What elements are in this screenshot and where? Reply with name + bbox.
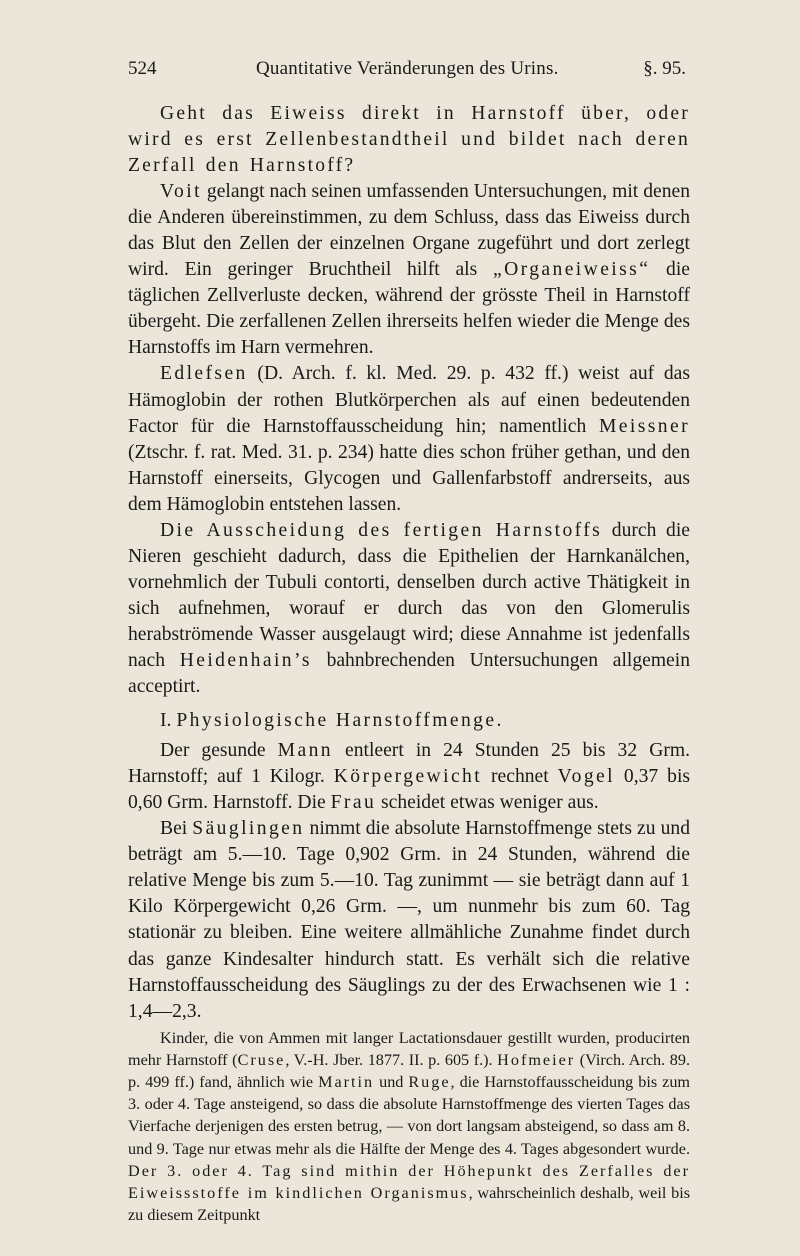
- author-name: Heidenhain’s: [179, 649, 312, 671]
- paragraph-text: (Ztschr. f. rat. Med. 31. p. 234) hatte dies schon früher gethan, und den Harnstoff einerseits, Glycogen und Gallenfarbstoff andrerseits, aus dem Hämoglobin entstehen lassen.: [128, 441, 690, 515]
- author-name: Edlefsen: [160, 363, 248, 385]
- running-title: Quantitative Veränderungen des Urins.: [256, 58, 559, 79]
- author-name: Meissner: [598, 415, 690, 437]
- paragraph-text: bahnbrechenden Untersuchungen allgemein acceptirt.: [128, 649, 690, 698]
- paragraph-text: nimmt die absolute Harnstoffmenge stets zu und beträgt am 5.—10. Tage 0,902 Grm. in 24 Stunden, während die relative Menge bis zum 5.—10. Tag zunimmt — sie beträgt dann auf 1 Kilo Körpergewicht 0,26 Grm. —, um nunmehr bis zum 60. Tag stationär zu bleiben. Eine weitere allmähliche Zunahme findet durch das ganze Kindesalter hindurch statt. Es verhält sich die relative Harnstoffausscheidung des Säuglings zu der des Erwachsenen wie 1 : 1,4—2,3.: [128, 818, 690, 1022]
- term-mann: Mann: [277, 740, 333, 762]
- page-number: 524: [128, 58, 157, 79]
- paragraph-text: (D. Arch. f. kl. Med. 29. p. 432 ff.) weist auf das Hämoglobin der rothen Blutkörperchen als auf einen bedeutenden Factor für die Harnstoffausscheidung hin; namentlich: [128, 363, 690, 437]
- paragraph-text: entleert in 24 Stunden 25 bis 32 Grm. Harnstoff; auf 1 Kilogr.: [128, 740, 691, 788]
- term-frau: Frau: [330, 792, 377, 814]
- heading-title: Physiologische Harnstoffmenge.: [176, 710, 504, 732]
- section-heading: [128, 708, 690, 734]
- paragraph-text: 0,37 bis 0,60 Grm. Harnstoff. Die: [128, 766, 691, 814]
- emphasized-conclusion: Der 3. oder 4. Tag sind mithin der Höhepunkt des Zerfalles der Eiweissstoffe im kindlichen Organismus: [128, 1161, 690, 1203]
- paragraph-text: die täglichen Zellverluste decken, während der grösste Theil in Harnstoff übergeht. Die zerfallenen Zellen ihrerseits helfen wieder die Menge des Harnstoffs im Harn vermehren.: [128, 259, 690, 359]
- author-name: Voit: [160, 181, 202, 203]
- author-name: Ruge: [408, 1073, 451, 1092]
- section-reference: §. 95.: [643, 58, 686, 79]
- paragraph-text: rechnet: [482, 766, 558, 788]
- paragraph-text: durch die Nieren geschieht dadurch, dass die Epithelien der Harnkanälchen, vornehmlich der Tubuli contorti, denselben durch active Thätigkeit in sich aufnehmen, worauf er durch das von den Glomerulis herabströmende Wasser ausgelaugt wird; diese Annahme ist jedenfalls nach: [128, 519, 690, 671]
- term-saeuglingen: Säuglingen: [192, 818, 305, 840]
- paragraph-text: und: [374, 1073, 409, 1092]
- heading-numeral: I.: [160, 710, 172, 732]
- paragraph-text: Kinder, die von Ammen mit langer Lactationsdauer gestillt wurden, producirten mehr Harnstoff (: [128, 1028, 690, 1069]
- paragraph-mann: [128, 738, 690, 816]
- question-paragraph: Geht das Eiweiss direkt in Harnstoff über, oder wird es erst Zellenbestandtheil und bildet nach deren Zerfall den Harnstoff?: [128, 103, 690, 177]
- paragraph-text: Bei: [160, 818, 193, 840]
- paragraph-text: , die Harnstoffausscheidung bis zum 3. oder 4. Tage ansteigend, so dass die absolute Harnstoffmenge des vierten Tages das Vierfache derjenigen des ersten betrug, — von dort langsam absteigend, so dass am 8. und 9. Tage nur etwas mehr als die Hälfte der Menge des 4. Tages abgesondert wurde.: [128, 1073, 690, 1158]
- author-name: Martin: [318, 1073, 375, 1092]
- page-body: [128, 101, 690, 1226]
- small-print-paragraph: [128, 1027, 690, 1227]
- paragraph-text: (Virch. Arch. 89. p. 499 ff.) fand, ähnlich wie: [128, 1050, 691, 1092]
- term-koerpergewicht: Körpergewicht: [333, 766, 483, 788]
- author-name: Vogel: [557, 766, 615, 788]
- paragraph-text: , V.-H. Jber. 1877. II. p. 605 f.).: [285, 1050, 498, 1069]
- page-header: [128, 58, 686, 88]
- paragraph-edlefsen: [128, 361, 690, 517]
- paragraph-saeuglinge: [128, 816, 690, 1024]
- author-name: Hofmeier: [497, 1050, 576, 1069]
- paragraph-text: scheidet etwas weniger aus.: [376, 792, 599, 814]
- paragraph-voit: [128, 179, 690, 361]
- paragraph-text: , wahrscheinlich deshalb, weil bis zu diesem Zeitpunkt: [128, 1184, 690, 1225]
- paragraph-text: Der gesunde: [160, 740, 278, 762]
- paragraph-ausscheidung: [128, 518, 690, 700]
- author-name: Cruse: [237, 1050, 286, 1069]
- term-ausscheidung: Die Ausscheidung des fertigen Harnstoffs: [160, 519, 603, 541]
- paragraph-text: gelangt nach seinen umfassenden Untersuchungen, mit denen die Anderen übereinstimmen, zu dem Schluss, dass das Eiweiss durch das Blut den Zellen der einzelnen Organe zugeführt und dort zerlegt wird. Ein geringer Bruchtheil hilft als: [128, 181, 690, 281]
- term-organeiweiss: „Organeiweiss“: [493, 259, 651, 281]
